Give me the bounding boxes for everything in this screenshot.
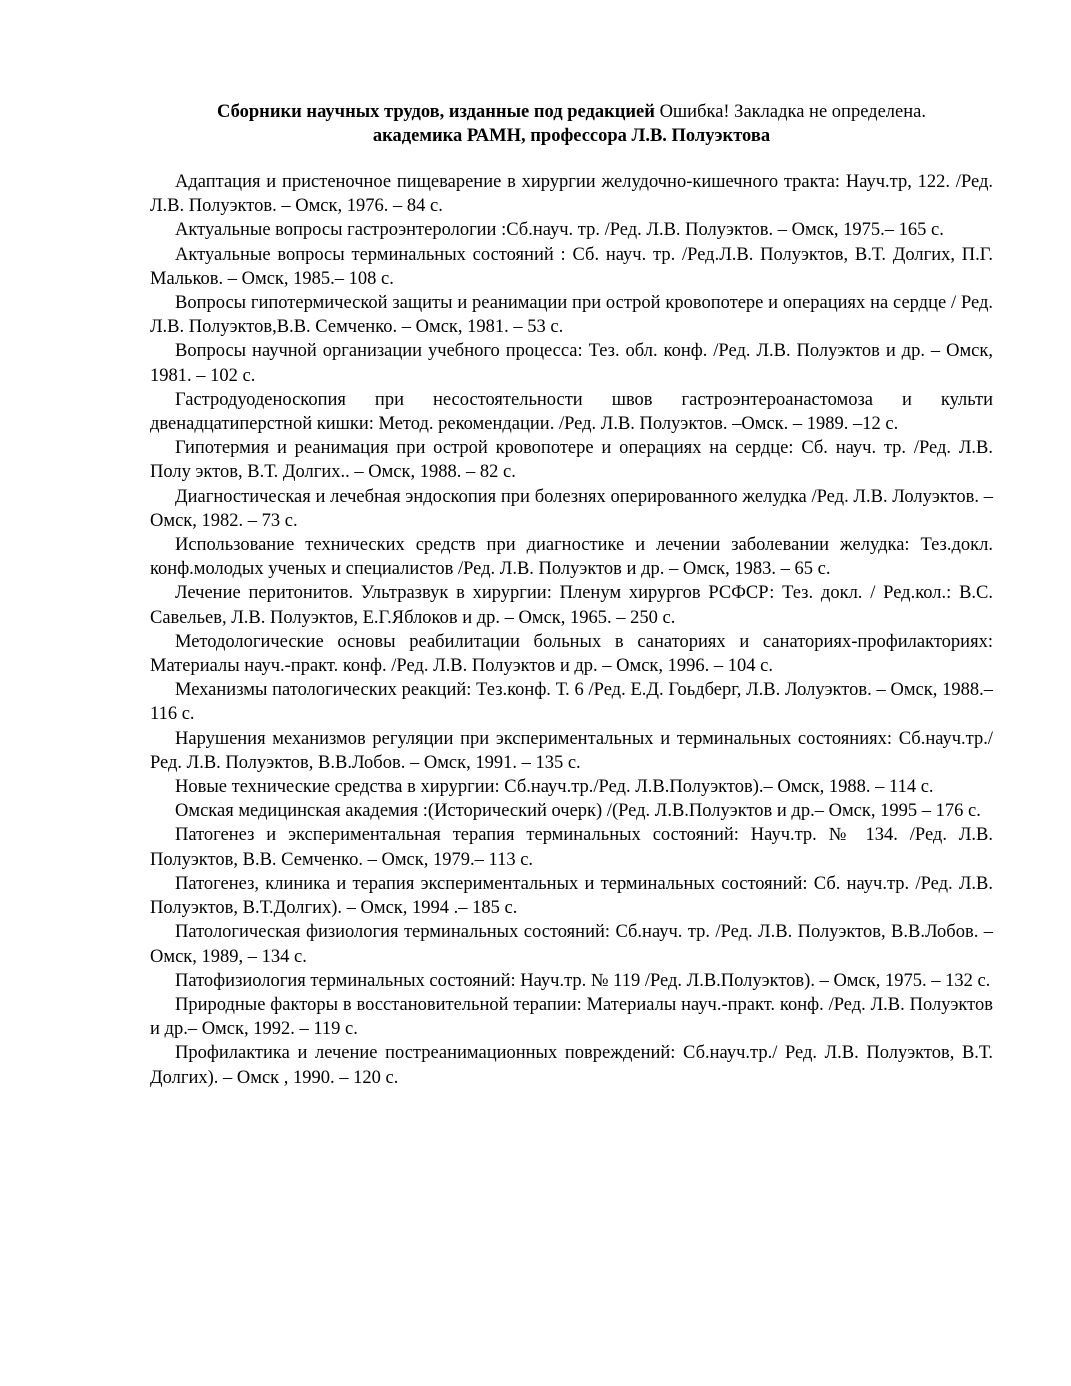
bibliography-entry: Патофизиология терминальных состояний: Науч.тр. № 119 /Ред. Л.В.Полуэктов). – Омск, 1975. – 132 с. <box>175 970 991 991</box>
bibliography-entry: Патогенез и экспериментальная терапия терминальных состояний: Науч.тр. № 134. /Ред. Л.В. Полуэктов, В.В. Семченко. – Омск, 1979.– 113 с. <box>150 825 993 870</box>
title-line2-bold: академика РАМН, профессора Л.В. Полуэктова <box>372 126 771 146</box>
bibliography-entry: Методологические основы реабилитации больных в санаториях и санаториях-профилакториях: Материалы науч.-практ. конф. /Ред. Л.В. Полуэктов и др. – Омск, 1996. – 104 с. <box>150 631 993 677</box>
bibliography-entry: Гипотермия и реанимация при острой кровопотере и операциях на сердце: Сб. науч. тр. /Ред. Л.В. Полу эктов, В.Т. Долгих.. – Омск, 1988. – 82 с. <box>150 438 993 483</box>
bookmark-error-text: Ошибка! Закладка не определена. <box>659 102 926 122</box>
bibliography-entry: Нарушения механизмов регуляции при экспериментальных и терминальных состояниях: Сб.науч.тр./ Ред. Л.В. Полуэктов, В.В.Лобов. – Омск, 1991. – 135 с. <box>150 728 993 773</box>
bibliography-entry: Природные факторы в восстановительной терапии: Материалы науч.-практ. конф. /Ред. Л.В. Полуэктов и др.– Омск, 1992. – 119 с. <box>150 994 993 1040</box>
bibliography-list <box>150 170 993 1090</box>
bibliography-entry: Вопросы научной организации учебного процесса: Тез. обл. конф. /Ред. Л.В. Полуэктов и др. – Омск, 1981. – 102 с. <box>150 341 993 386</box>
bibliography-entry: Гастродуоденоскопия при несостоятельности швов гастроэнтероанастомоза и культи двенадцатиперстной кишки: Метод. рекомендации. /Ред. Л.В. Полуэктов. –Омск. – 1989. –12 с. <box>150 389 993 435</box>
bibliography-entry: Лечение перитонитов. Ультразвук в хирургии: Пленум хирургов РСФСР: Тез. докл. / Ред.кол.: В.С. Савельев, Л.В. Полуэктов, Е.Г.Яблоков и др. – Омск, 1965. – 250 с. <box>150 583 993 628</box>
bibliography-entry: Механизмы патологических реакций: Тез.конф. Т. 6 /Ред. Е.Д. Гоьдберг, Л.В. Лолуэктов. – Омск, 1988.– 116 с. <box>150 680 993 725</box>
title-line1-bold: Сборники научных трудов, изданные под редакцией <box>217 102 655 122</box>
bibliography-entry: Адаптация и пристеночное пищеварение в хирургии желудочно-кишечного тракта: Науч.тр, 122. /Ред. Л.В. Полуэктов. – Омск, 1976. – 84 с. <box>150 172 993 217</box>
bibliography-entry: Омская медицинская академия :(Исторический очерк) /(Ред. Л.В.Полуэктов и др.– Омск, 1995 – 176 с. <box>175 801 981 822</box>
bibliography-entry: Актуальные вопросы гастроэнтерологии :Сб.науч. тр. /Ред. Л.В. Полуэктов. – Омск, 1975.– 165 с. <box>175 220 944 241</box>
bibliography-entry: Диагностическая и лечебная эндоскопия при болезнях оперированного желудка /Ред. Л.В. Лолуэктов. – Омск, 1982. – 73 с. <box>150 486 993 531</box>
bibliography-entry: Использование технических средств при диагностике и лечении заболевании желудка: Тез.докл. конф.молодых ученых и специалистов /Ред. Л.В. Полуэктов и др. – Омск, 1983. – 65 с. <box>150 535 993 580</box>
document-page <box>150 100 993 1090</box>
bibliography-entry: Вопросы гипотермической защиты и реанимации при острой кровопотере и операциях на сердце / Ред. Л.В. Полуэктов,В.В. Семченко. – Омск, 1981. – 53 с. <box>150 293 993 338</box>
bibliography-entry: Патогенез, клиника и терапия экспериментальных и терминальных состояний: Сб. науч.тр. /Ред. Л.В. Полуэктов, В.Т.Долгих). – Омск, 1994 .– 185 с. <box>150 873 993 919</box>
bibliography-entry: Патологическая физиология терминальных состояний: Сб.науч. тр. /Ред. Л.В. Полуэктов, В.В.Лобов. – Омск, 1989, – 134 с. <box>150 922 993 967</box>
document-title <box>150 100 993 148</box>
bibliography-entry: Новые технические средства в хирургии: Сб.науч.тр./Ред. Л.В.Полуэктов).– Омск, 1988. – 114 с. <box>175 777 934 798</box>
bibliography-entry: Актуальные вопросы терминальных состояний : Сб. науч. тр. /Ред.Л.В. Полуэктов, В.Т. Долгих, П.Г. Мальков. – Омск, 1985.– 108 с. <box>150 244 993 289</box>
bibliography-entry: Профилактика и лечение постреанимационных повреждений: Сб.науч.тр./ Ред. Л.В. Полуэктов, В.Т. Долгих). – Омск , 1990. – 120 с. <box>150 1043 993 1088</box>
